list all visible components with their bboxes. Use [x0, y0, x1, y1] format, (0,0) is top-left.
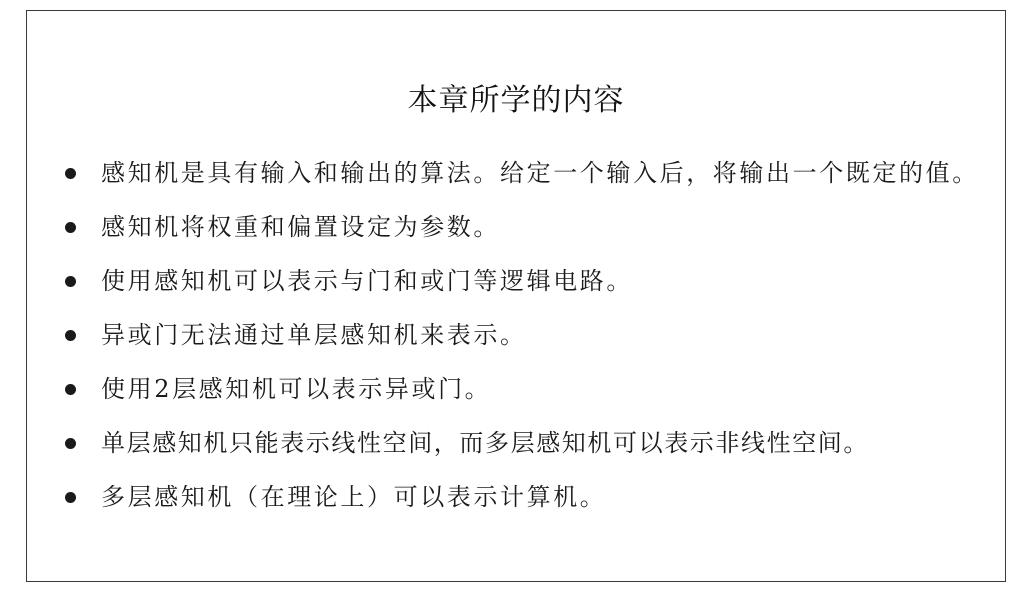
list-item [61, 308, 981, 362]
list-item [61, 200, 981, 254]
list-item [61, 146, 981, 200]
list-item-text: 感知机是具有输入和输出的算法。给定一个输入后，将输出一个既定的值。 [101, 159, 979, 187]
chapter-summary-box [26, 10, 1006, 582]
bullet-icon [65, 330, 76, 341]
list-item-text: 感知机将权重和偏置设定为参数。 [101, 213, 500, 241]
list-item-text: 单层感知机只能表示线性空间，而多层感知机可以表示非线性空间。 [101, 429, 869, 457]
bullet-icon [65, 492, 76, 503]
bullet-icon [65, 276, 76, 287]
bullet-icon [65, 438, 76, 449]
list-item [61, 362, 981, 416]
bullet-icon [65, 384, 76, 395]
summary-title: 本章所学的内容 [407, 83, 625, 118]
list-item-text: 使用感知机可以表示与门和或门等逻辑电路。 [101, 267, 633, 295]
list-item-text: 异或门无法通过单层感知机来表示。 [101, 321, 527, 349]
summary-bullet-list [61, 146, 981, 524]
list-item [61, 470, 981, 524]
list-item-text: 使用2层感知机可以表示异或门。 [101, 375, 492, 403]
bullet-icon [65, 222, 76, 233]
list-item [61, 416, 981, 470]
list-item [61, 254, 981, 308]
bullet-icon [65, 168, 76, 179]
list-item-text: 多层感知机（在理论上）可以表示计算机。 [101, 483, 607, 511]
